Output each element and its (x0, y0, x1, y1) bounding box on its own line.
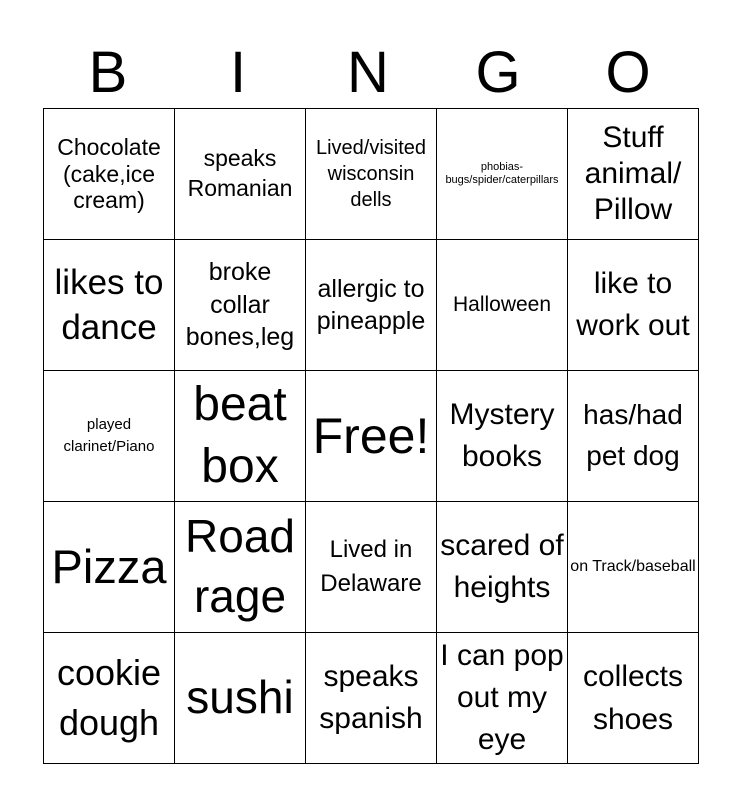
bingo-square[interactable] (175, 109, 306, 240)
bingo-square[interactable] (44, 240, 175, 371)
header-letter-g: G (475, 40, 521, 105)
square-text: speaks spanish (319, 660, 423, 735)
square-text: broke collar bones,leg (185, 258, 295, 352)
square-text: Lived/visited wisconsin dells (315, 137, 427, 211)
bingo-square[interactable] (306, 633, 437, 764)
card-row (44, 502, 699, 633)
square-text: allergic to pineapple (316, 274, 426, 335)
square-text: on Track/baseball (570, 558, 696, 576)
bingo-square[interactable] (306, 240, 437, 371)
bingo-square[interactable] (175, 502, 306, 633)
header-letter-b: B (88, 40, 128, 105)
bingo-square[interactable] (437, 109, 568, 240)
square-text: Stuff animal/ Pillow (584, 121, 682, 226)
bingo-square[interactable] (568, 502, 699, 633)
bingo-square[interactable] (175, 240, 306, 371)
bingo-square[interactable] (568, 371, 699, 502)
square-text: Lived in Delaware (320, 536, 422, 597)
card-row (44, 371, 699, 502)
square-text: played clarinet/Piano (63, 416, 155, 455)
square-text: Chocolate (cake,ice cream) (57, 134, 161, 214)
bingo-square[interactable] (568, 633, 699, 764)
square-text: Pizza (51, 539, 167, 593)
bingo-square[interactable] (44, 371, 175, 502)
bingo-card (43, 108, 699, 764)
header-letter-o: O (605, 40, 651, 105)
header-letter-n: N (347, 40, 389, 105)
bingo-square[interactable] (568, 240, 699, 371)
card-row (44, 240, 699, 371)
square-text: I can pop out my eye (440, 639, 564, 756)
square-text: speaks Romanian (187, 145, 293, 201)
square-text: cookie dough (56, 651, 162, 743)
header-letter-i: I (229, 40, 247, 105)
bingo-square[interactable] (175, 371, 306, 502)
square-text: beat box (193, 377, 287, 493)
bingo-square[interactable] (437, 633, 568, 764)
bingo-square[interactable] (44, 633, 175, 764)
square-text: scared of heights (440, 529, 564, 604)
bingo-square[interactable] (306, 109, 437, 240)
bingo-square[interactable] (44, 502, 175, 633)
bingo-square[interactable] (437, 502, 568, 633)
square-text: sushi (186, 671, 294, 724)
bingo-header (43, 38, 693, 108)
bingo-square[interactable] (306, 502, 437, 633)
square-text: has/had pet dog (583, 399, 683, 471)
square-text: collects shoes (582, 659, 684, 736)
square-text: phobias- bugs/spider/caterpillars (445, 160, 559, 186)
square-text: Mystery books (449, 398, 555, 473)
square-text: Free! (312, 408, 430, 464)
square-text: like to work out (576, 267, 690, 342)
square-text: Road rage (185, 510, 295, 622)
bingo-square[interactable] (44, 109, 175, 240)
card-row (44, 633, 699, 764)
bingo-square[interactable] (568, 109, 699, 240)
bingo-square[interactable] (306, 371, 437, 502)
square-text: Halloween (452, 293, 552, 317)
square-text: likes to dance (54, 262, 164, 347)
bingo-square[interactable] (437, 371, 568, 502)
bingo-square[interactable] (175, 633, 306, 764)
card-row (44, 109, 699, 240)
bingo-square[interactable] (437, 240, 568, 371)
